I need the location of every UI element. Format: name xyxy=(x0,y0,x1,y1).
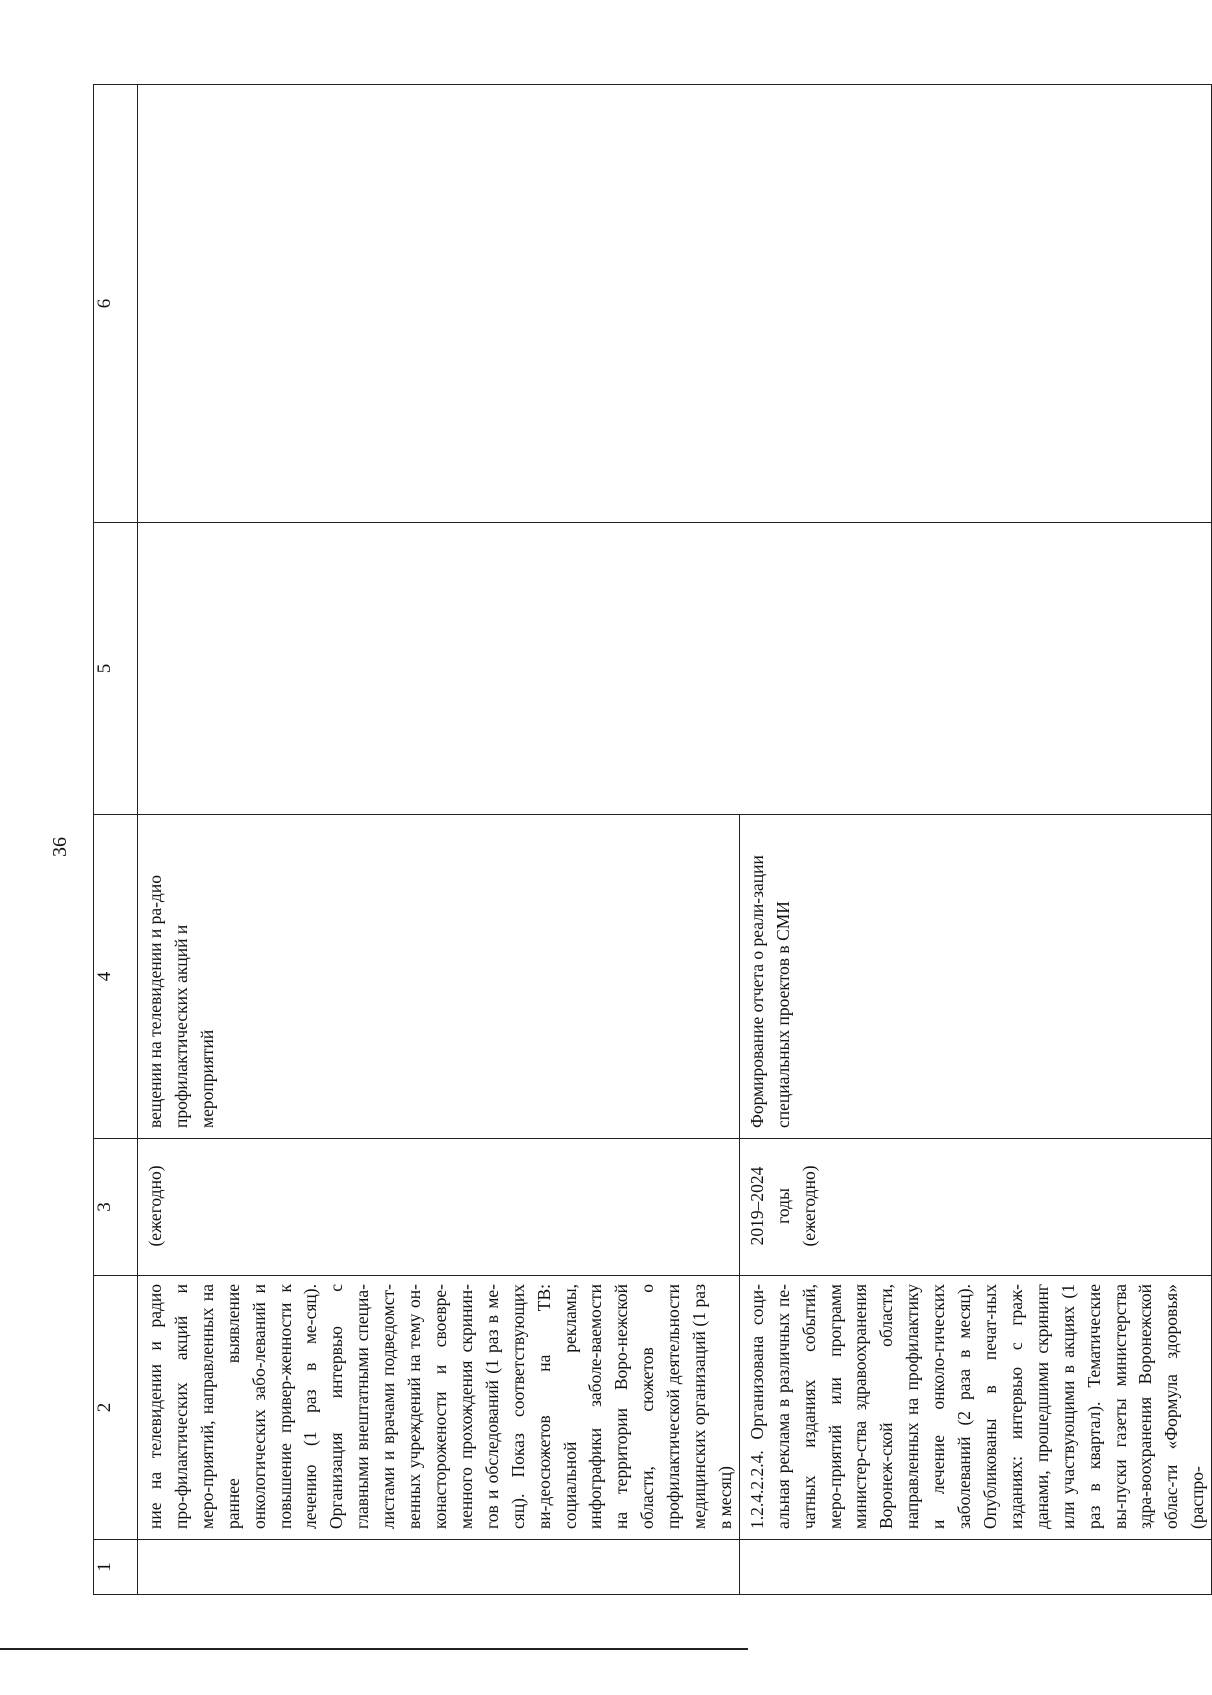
col-5-cell xyxy=(138,523,1212,815)
row-1-activity-text: ние на телевидении и радио про-филактических акций и меро-приятий, направленных на раннее выявление онкологических забо-леваний и повышение привер-женности к лечению (1 раз в ме-сяц). Организация интервью с главными внештатными специа-листами и врачами подведомст-венных учреждений на тему он-конасторожености и своевре-менного прохождения скринин-гов и обследований (1 раз в ме-сяц). Показ соответствующих ви-деосюжетов на ТВ: социальной рекламы, инфографики заболе-ваемости на территории Воро-нежской области, сюжетов о профилактической деятельности медицинских организаций (1 раз в месяц) xyxy=(145,1284,735,1529)
bottom-rule xyxy=(0,1648,748,1650)
row-1-col-3 xyxy=(138,1139,740,1276)
header-col-5: 5 xyxy=(94,523,138,815)
row-2-col-3 xyxy=(739,1139,1211,1276)
table-header-row xyxy=(94,85,138,1595)
row-1-col-4 xyxy=(138,815,740,1139)
header-col-3: 3 xyxy=(94,1139,138,1276)
row-2-col-4 xyxy=(739,815,1211,1139)
header-col-6: 6 xyxy=(94,85,138,523)
row-1-col-1 xyxy=(138,1540,740,1595)
row-1-result-text: вещении на телевидении и ра-дио профилактических акций и мероприятий xyxy=(145,875,217,1128)
row-2-result-text: Формирование отчета о реали-зации специальных проектов в СМИ xyxy=(746,855,793,1128)
row-1-col-2 xyxy=(138,1276,740,1540)
page-number: 36 xyxy=(49,837,71,857)
header-col-2: 2 xyxy=(94,1276,138,1540)
row-2-period-text: 2019–2024 годы (ежегодно) xyxy=(746,1165,819,1247)
row-2-col-1 xyxy=(739,1540,1211,1595)
col-6-cell xyxy=(138,85,1212,523)
rotated-table-container xyxy=(93,85,1208,1595)
row-1-period-text: (ежегодно) xyxy=(145,1165,165,1247)
header-col-4: 4 xyxy=(94,815,138,1139)
header-col-1: 1 xyxy=(94,1540,138,1595)
program-table xyxy=(93,84,1212,1595)
table-row xyxy=(138,85,740,1595)
row-2-col-2 xyxy=(739,1276,1211,1540)
row-2-activity-text: 1.2.4.2.2.4. Организована соци-альная реклама в различных пе-чатных изданиях событий, меро-приятий или программ министер-ства здравоохранения Воронеж-ской области, направленных на профилактику и лечение онколо-гических заболеваний (2 раза в месяц). Опубликованы в печат-ных изданиях: интервью с граж-данами, прошедшими скрининг или участвующими в акциях (1 раз в квартал). Тематические вы-пуски газеты министерства здра-воохранения Воронежской облас-ти «Формула здоровья» (распро- xyxy=(746,1284,1208,1529)
